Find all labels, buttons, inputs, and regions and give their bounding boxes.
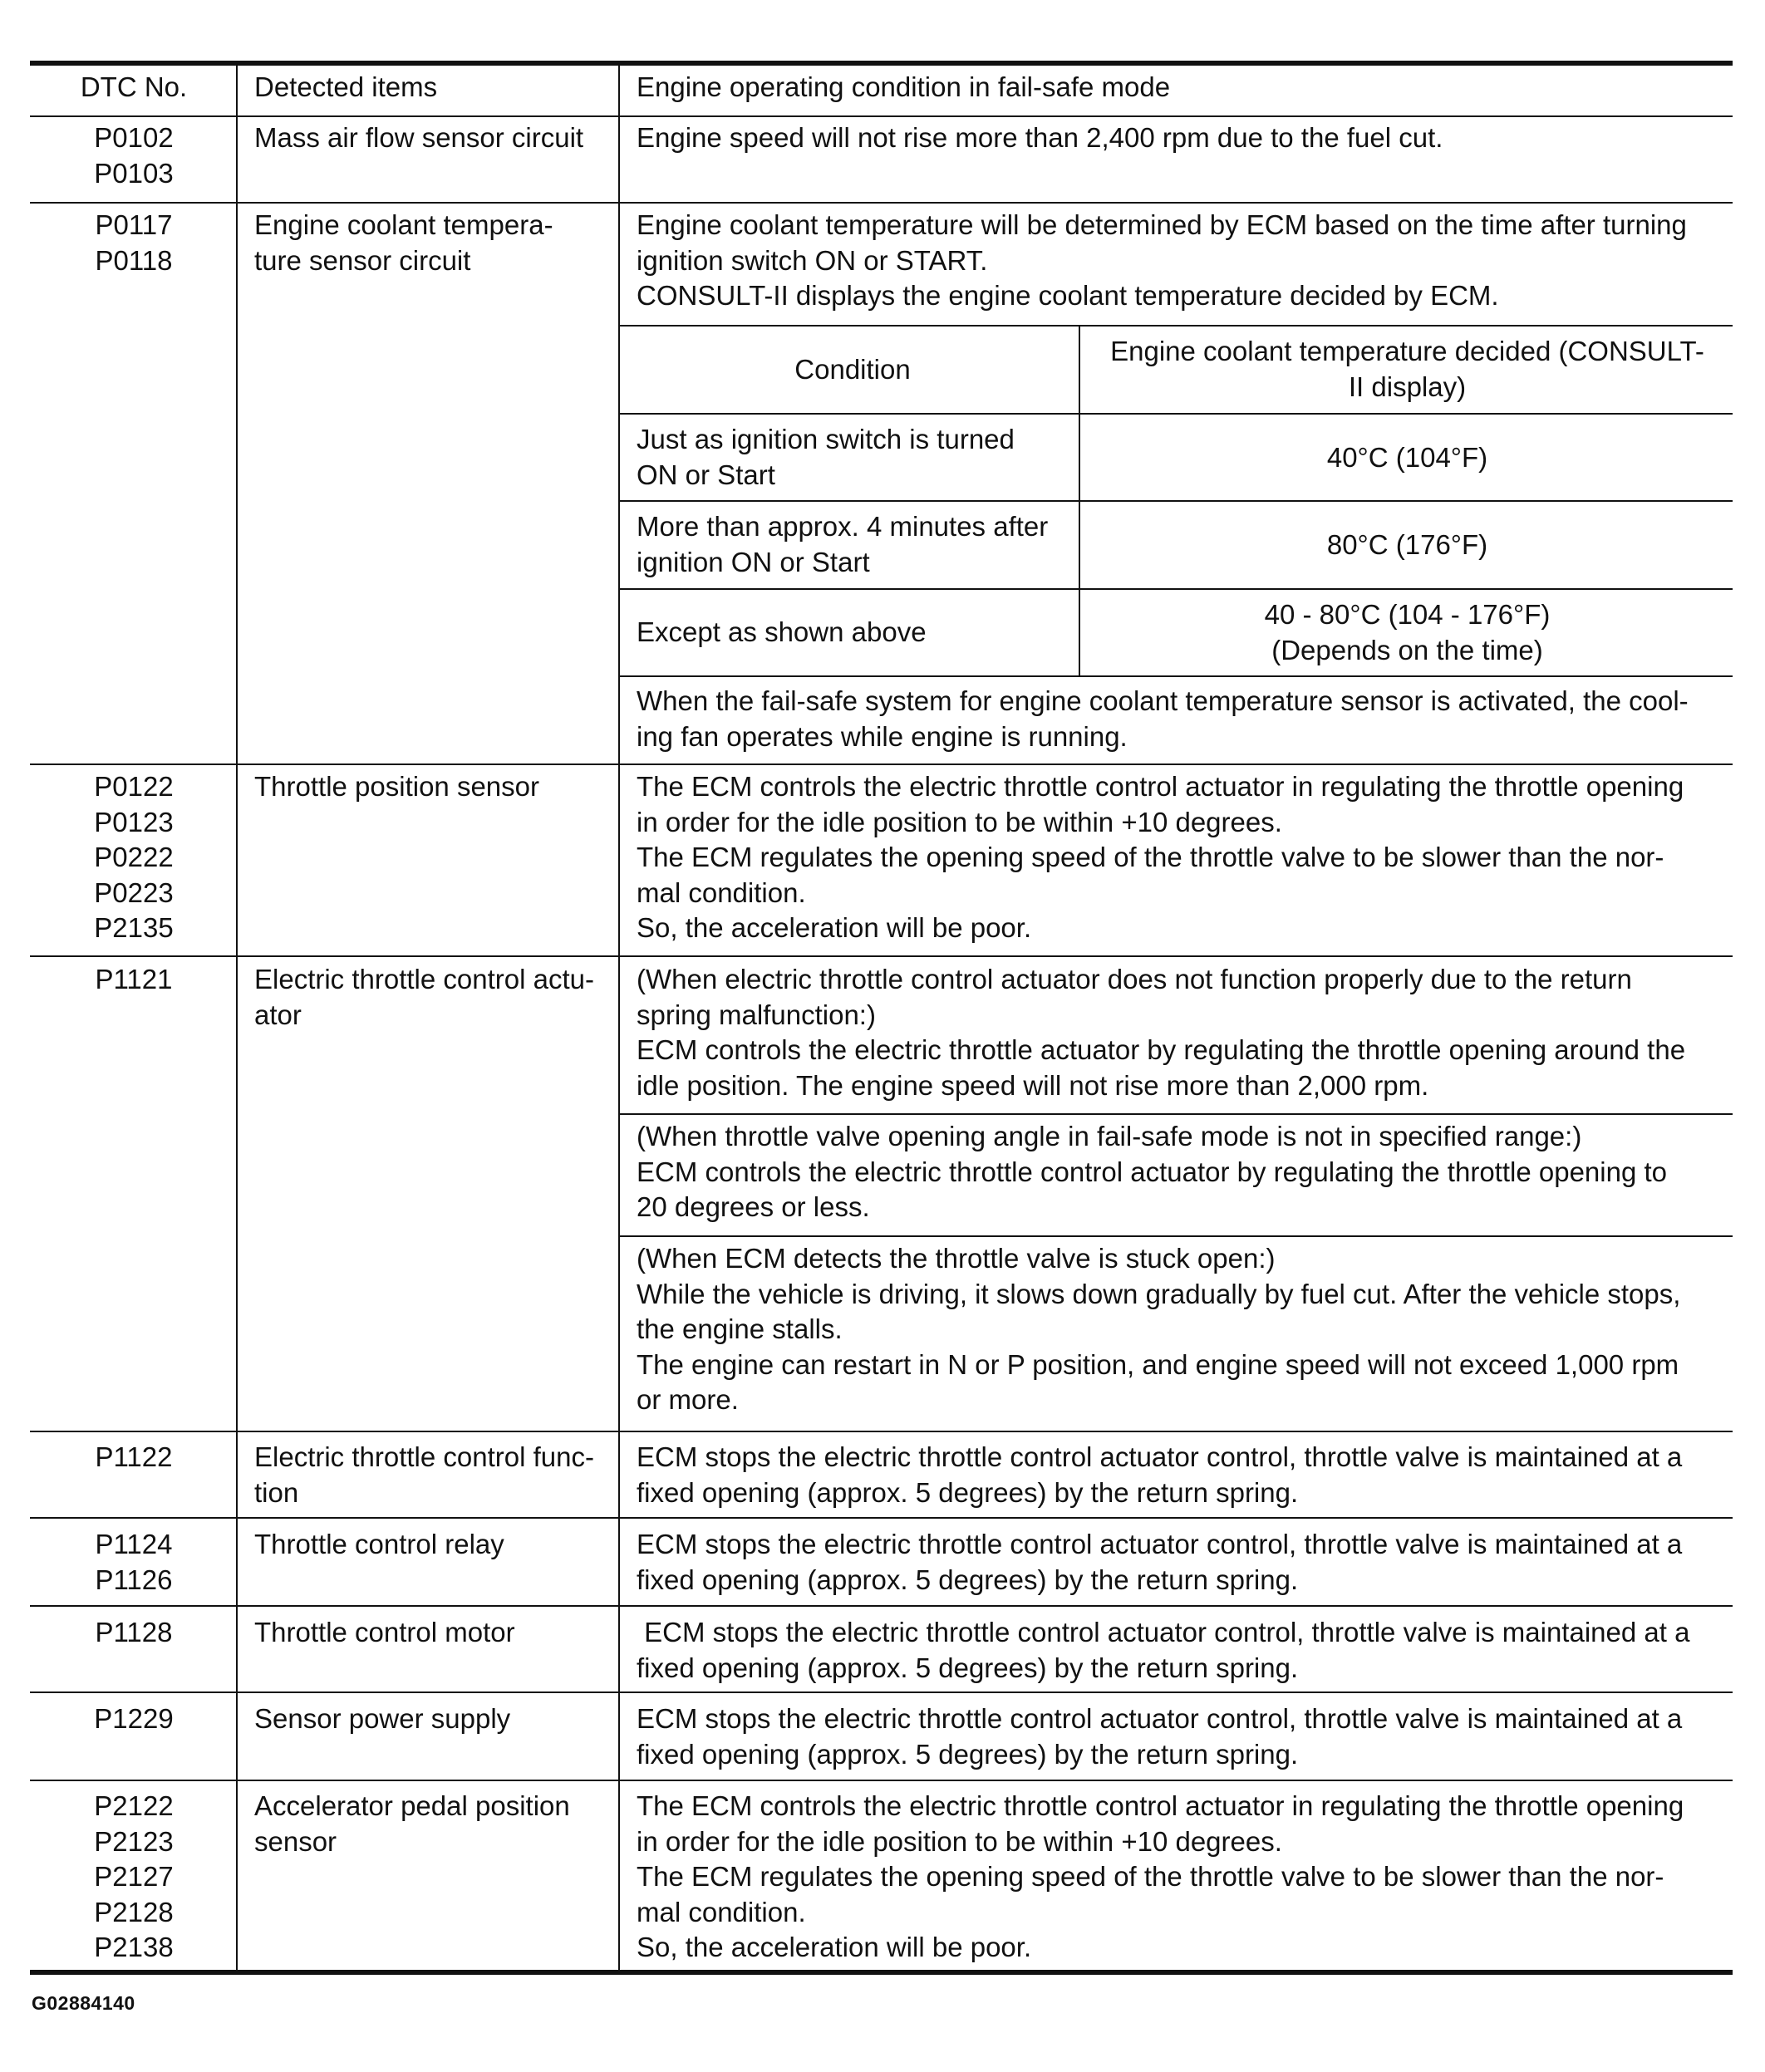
header-dtc-no: DTC No. — [80, 71, 188, 102]
row-divider — [30, 1691, 1733, 1693]
fail-safe-note: When the fail-safe system for engine coolant temperature sensor is activated, the cool- ing fan operates while engine is running. — [637, 685, 1689, 752]
section-rule — [618, 1235, 1733, 1237]
dtc-codes: P0102 P0103 — [94, 122, 174, 189]
dtc-codes: P0117 P0118 — [95, 209, 173, 276]
subtable-top-rule — [618, 325, 1733, 327]
detected-item: Throttle control motor — [254, 1617, 515, 1647]
fail-safe-condition: Engine coolant temperature will be determined by ECM based on the time after turning ignition switch ON or START. CONSULT-II displays the engine coolant temperature decided by ECM. — [637, 209, 1687, 311]
detected-item: Mass air flow sensor circuit — [254, 122, 584, 153]
dtc-codes: P1121 — [95, 964, 173, 994]
row-divider — [30, 763, 1733, 765]
fail-safe-condition: ECM stops the electric throttle control actuator control, throttle valve is maintained at a fixed opening (approx. 5 degrees) by the return spring. — [637, 1617, 1690, 1683]
subtable-bottom-rule — [618, 675, 1733, 677]
fail-safe-condition: The ECM controls the electric throttle control actuator in regulating the throttle opening in order for the idle position to be within +10 degrees. The ECM regulates the opening speed of the throttle valve to be slower than the nor- mal condition. So, the acceleration will be poor. — [637, 771, 1684, 943]
detected-item: Throttle control relay — [254, 1529, 504, 1559]
row-divider — [30, 955, 1733, 957]
subtable-condition: Except as shown above — [637, 616, 927, 647]
dtc-codes: P1128 — [95, 1617, 173, 1647]
row-divider — [30, 1605, 1733, 1607]
fail-safe-condition-part: (When throttle valve opening angle in fail-safe mode is not in specified range:) ECM controls the electric throttle control actuator by regulating the throttle opening to 20 degrees or less. — [637, 1121, 1667, 1222]
subtable-temperature: 40°C (104°F) — [1326, 442, 1488, 473]
fail-safe-condition: ECM stops the electric throttle control actuator control, throttle valve is maintained at a fixed opening (approx. 5 degrees) by the return spring. — [637, 1529, 1683, 1595]
figure-id: G02884140 — [32, 1992, 135, 2014]
detected-item: Throttle position sensor — [254, 771, 540, 802]
row-divider — [30, 1517, 1733, 1519]
row-divider — [30, 202, 1733, 204]
subtable-condition: Just as ignition switch is turned ON or Start — [637, 424, 1015, 490]
subtable-column-divider — [1079, 325, 1080, 677]
detected-item: Engine coolant tempera- ture sensor circuit — [254, 209, 553, 276]
fail-safe-condition: Engine speed will not rise more than 2,400 rpm due to the fuel cut. — [637, 122, 1443, 153]
dtc-codes: P0122 P0123 P0222 P0223 P2135 — [94, 771, 174, 943]
subtable-condition: More than approx. 4 minutes after ignition ON or Start — [637, 511, 1049, 577]
header-detected-items: Detected items — [254, 71, 438, 102]
section-rule — [618, 1113, 1733, 1115]
detected-item: Sensor power supply — [254, 1703, 511, 1734]
subtable-temperature: 80°C (176°F) — [1326, 529, 1488, 560]
detected-item: Electric throttle control actu- ator — [254, 964, 594, 1030]
header-bottom-rule — [30, 115, 1733, 117]
dtc-codes: P1124 P1126 — [95, 1529, 173, 1595]
fail-safe-condition: The ECM controls the electric throttle control actuator in regulating the throttle opening in order for the idle position to be within +10 degrees. The ECM regulates the opening speed of the throttle valve to be slower than the nor- mal condition. So, the acceleration will be poor. — [637, 1790, 1684, 1962]
subtable-temperature: 40 - 80°C (104 - 176°F) (Depends on the time) — [1264, 599, 1551, 665]
fail-safe-condition: ECM stops the electric throttle control actuator control, throttle valve is maintained at a fixed opening (approx. 5 degrees) by the return spring. — [637, 1441, 1683, 1508]
subtable-row-rule — [618, 500, 1733, 502]
row-divider — [30, 1431, 1733, 1432]
subtable-header-temperature: Engine coolant temperature decided (CONSULT- II display) — [1110, 336, 1704, 402]
dtc-codes: P1229 — [94, 1703, 174, 1734]
fail-safe-condition: ECM stops the electric throttle control actuator control, throttle valve is maintained at a fixed opening (approx. 5 degrees) by the return spring. — [637, 1703, 1683, 1770]
dtc-codes: P1122 — [95, 1441, 173, 1472]
fail-safe-condition-part: (When ECM detects the throttle valve is stuck open:) While the vehicle is driving, it slows down gradually by fuel cut. After the vehicle stops, the engine stalls. The engine can restart in N or P position, and engine speed will not exceed 1,000 rpm or more. — [637, 1243, 1681, 1415]
header-operating-condition: Engine operating condition in fail-safe mode — [637, 71, 1171, 102]
column-divider — [236, 61, 238, 1975]
subtable-header-condition: Condition — [794, 354, 911, 385]
table-top-rule — [30, 61, 1733, 66]
row-divider — [30, 1780, 1733, 1781]
detected-item: Accelerator pedal position sensor — [254, 1790, 570, 1857]
subtable-row-rule — [618, 588, 1733, 590]
table-bottom-rule — [30, 1970, 1733, 1975]
detected-item: Electric throttle control func- tion — [254, 1441, 594, 1508]
subtable-row-rule — [618, 413, 1733, 415]
dtc-codes: P2122 P2123 P2127 P2128 P2138 — [94, 1790, 174, 1962]
fail-safe-condition-part: (When electric throttle control actuator does not function properly due to the return spring malfunction:) ECM controls the electric throttle actuator by regulating the throttle opening around the idle position. The engine speed will not rise more than 2,000 rpm. — [637, 964, 1686, 1101]
